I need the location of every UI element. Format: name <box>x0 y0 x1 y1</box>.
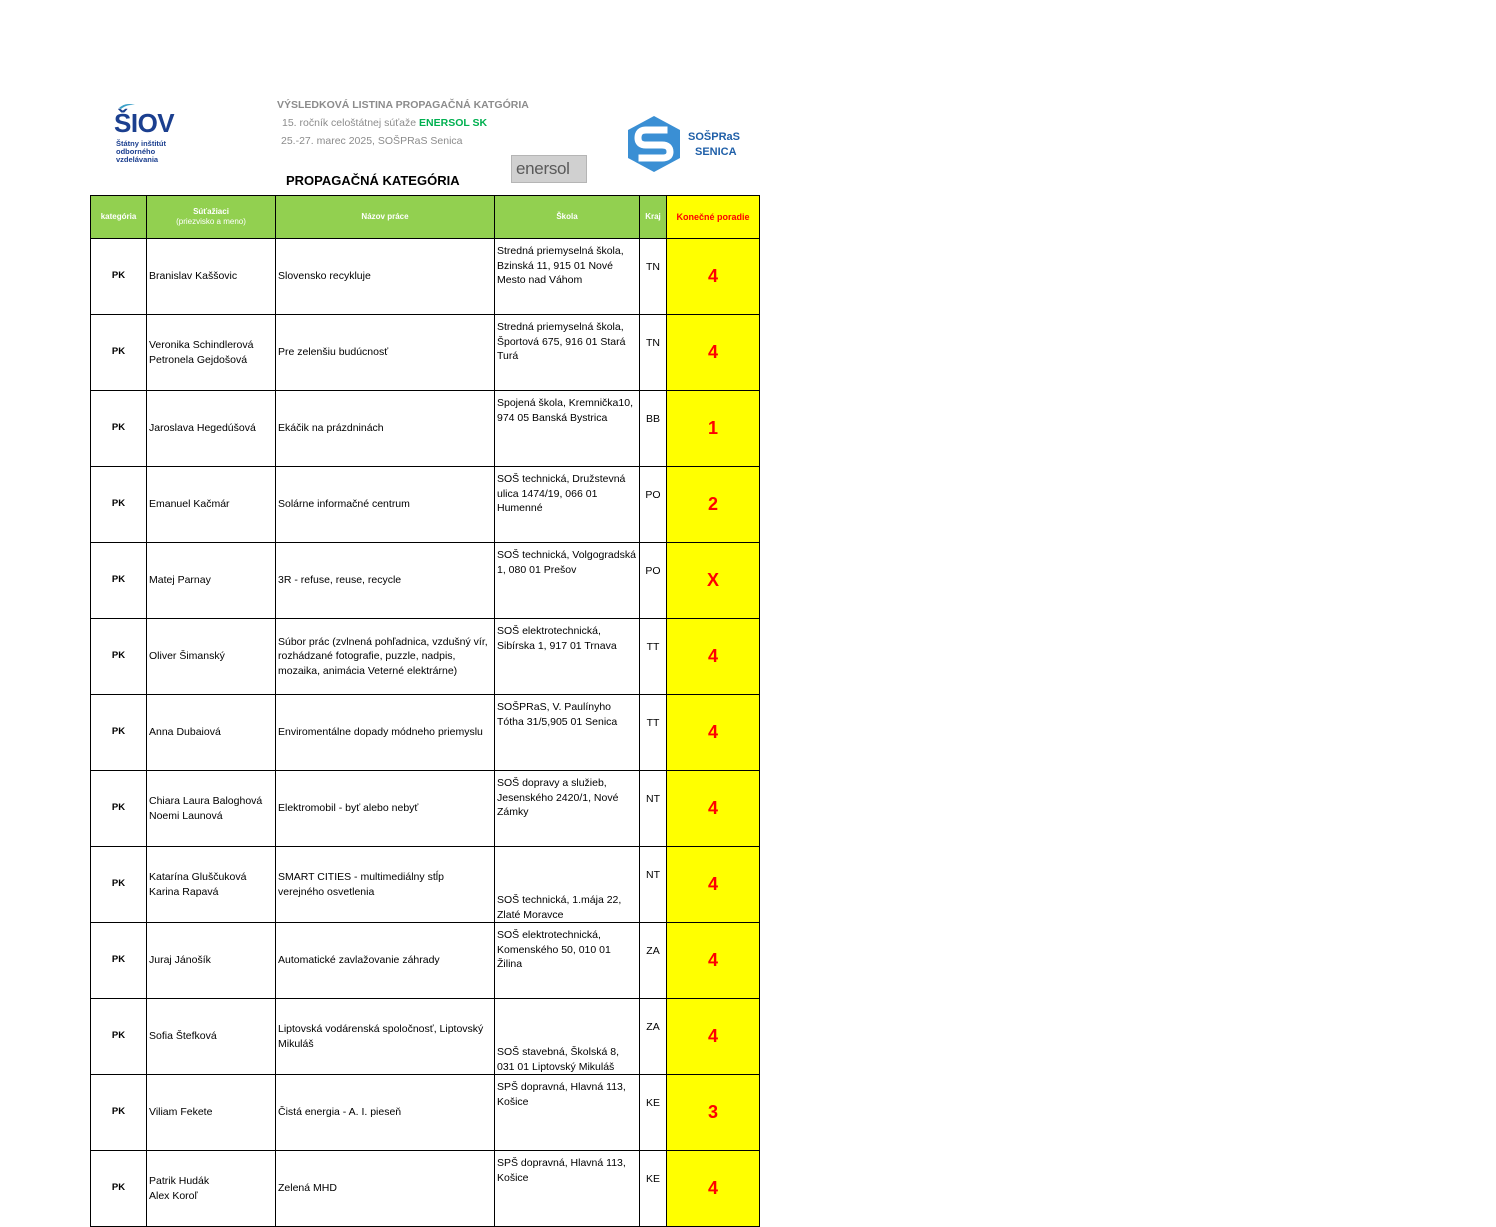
cell-category: PK <box>91 999 147 1075</box>
cell-rank: 4 <box>667 1151 760 1227</box>
cell-school: Stredná priemyselná škola, Športová 675, 916 01 Stará Turá <box>495 315 640 391</box>
col-header-category: kategória <box>91 196 147 239</box>
cell-school: SPŠ dopravná, Hlavná 113, Košice <box>495 1151 640 1227</box>
cell-rank: 4 <box>667 619 760 695</box>
cell-region: TT <box>640 619 667 695</box>
category-caption: PROPAGAČNÁ KATEGÓRIA <box>286 173 460 188</box>
table-row <box>91 1075 760 1151</box>
cell-region: TN <box>640 239 667 315</box>
page-title: VÝSLEDKOVÁ LISTINA PROPAGAČNÁ KATGÓRIA <box>277 99 529 111</box>
cell-contestants: Katarína Gluščuková Karina Rapavá <box>147 847 276 923</box>
cell-rank: 4 <box>667 923 760 999</box>
cell-region: KE <box>640 1075 667 1151</box>
sospras-logo-line1: SOŠPRaS <box>688 131 740 143</box>
cell-contestants: Oliver Šimanský <box>147 619 276 695</box>
siov-logo-word: ŠIOV <box>114 108 175 138</box>
cell-region: TN <box>640 315 667 391</box>
enersol-logo <box>511 155 587 183</box>
cell-category: PK <box>91 1075 147 1151</box>
cell-contestants: Veronika Schindlerová Petronela Gejdošová <box>147 315 276 391</box>
cell-work-title: Elektromobil - byť alebo nebyť <box>276 771 495 847</box>
cell-rank: 4 <box>667 315 760 391</box>
cell-school: Stredná priemyselná škola, Bzinská 11, 915 01 Nové Mesto nad Váhom <box>495 239 640 315</box>
cell-category: PK <box>91 315 147 391</box>
col-header-rank: Konečné poradie <box>667 196 760 239</box>
cell-work-title: Solárne informačné centrum <box>276 467 495 543</box>
cell-category: PK <box>91 847 147 923</box>
cell-rank: 4 <box>667 239 760 315</box>
cell-rank: X <box>667 543 760 619</box>
cell-category: PK <box>91 923 147 999</box>
cell-rank: 4 <box>667 695 760 771</box>
cell-work-title: Pre zelenšiu budúcnosť <box>276 315 495 391</box>
cell-work-title: 3R - refuse, reuse, recycle <box>276 543 495 619</box>
cell-work-title: Liptovská vodárenská spoločnosť, Liptovský Mikuláš <box>276 999 495 1075</box>
cell-contestants: Branislav Kaššovic <box>147 239 276 315</box>
cell-work-title: SMART CITIES - multimediálny stĺp verejného osvetlenia <box>276 847 495 923</box>
cell-rank: 4 <box>667 771 760 847</box>
cell-category: PK <box>91 619 147 695</box>
table-row <box>91 391 760 467</box>
table-row <box>91 1151 760 1227</box>
cell-region: PO <box>640 543 667 619</box>
table-row <box>91 923 760 999</box>
cell-school: SOŠ technická, 1.mája 22, Zlaté Moravce <box>495 847 640 923</box>
cell-category: PK <box>91 771 147 847</box>
date-place: 25.-27. marec 2025, SOŠPRaS Senica <box>281 135 463 147</box>
cell-contestants: Juraj Jánošík <box>147 923 276 999</box>
cell-work-title: Zelená MHD <box>276 1151 495 1227</box>
col-header-contestants-label: Súťažiaci <box>193 207 229 216</box>
cell-contestants: Jaroslava Hegedúšová <box>147 391 276 467</box>
table-row <box>91 847 760 923</box>
cell-work-title: Slovensko recykluje <box>276 239 495 315</box>
cell-contestants: Viliam Fekete <box>147 1075 276 1151</box>
cell-rank: 4 <box>667 999 760 1075</box>
cell-school: SOŠ technická, Družstevná ulica 1474/19, 066 01 Humenné <box>495 467 640 543</box>
cell-work-title: Ekáčik na prázdninách <box>276 391 495 467</box>
cell-school: SOŠ dopravy a služieb, Jesenského 2420/1, Nové Zámky <box>495 771 640 847</box>
col-header-school: Škola <box>495 196 640 239</box>
cell-school: Spojená škola, Kremnička10, 974 05 Banská Bystrica <box>495 391 640 467</box>
table-row <box>91 619 760 695</box>
cell-work-title: Čistá energia - A. I. pieseň <box>276 1075 495 1151</box>
cell-school: SPŠ dopravná, Hlavná 113, Košice <box>495 1075 640 1151</box>
cell-contestants: Sofia Štefková <box>147 999 276 1075</box>
cell-rank: 1 <box>667 391 760 467</box>
cell-region: ZA <box>640 999 667 1075</box>
cell-contestants: Emanuel Kačmár <box>147 467 276 543</box>
cell-region: NT <box>640 847 667 923</box>
col-header-region: Kraj <box>640 196 667 239</box>
results-table <box>90 195 760 1227</box>
cell-school: SOŠ elektrotechnická, Sibírska 1, 917 01 Trnava <box>495 619 640 695</box>
cell-work-title: Enviromentálne dopady módneho priemyslu <box>276 695 495 771</box>
cell-region: BB <box>640 391 667 467</box>
competition-line <box>282 117 487 129</box>
enersol-logo-text: enersol <box>516 159 570 178</box>
table-row <box>91 315 760 391</box>
cell-region: PO <box>640 467 667 543</box>
cell-school: SOŠPRaS, V. Paulínyho Tótha 31/5,905 01 Senica <box>495 695 640 771</box>
col-header-work: Názov práce <box>276 196 495 239</box>
cell-region: ZA <box>640 923 667 999</box>
table-row <box>91 695 760 771</box>
cell-school: SOŠ technická, Volgogradská 1, 080 01 Prešov <box>495 543 640 619</box>
sospras-emblem-icon <box>624 114 684 174</box>
cell-category: PK <box>91 467 147 543</box>
table-header-row <box>91 196 760 239</box>
competition-name: ENERSOL SK <box>419 117 488 129</box>
cell-contestants: Chiara Laura Baloghová Noemi Launová <box>147 771 276 847</box>
table-row <box>91 999 760 1075</box>
col-header-contestants-sub: (priezvisko a meno) <box>176 217 246 226</box>
col-header-contestants <box>147 196 276 239</box>
sospras-logo <box>624 114 754 174</box>
siov-logo-subtitle: Štátny inštitút odborného vzdelávania <box>116 139 166 164</box>
table-row <box>91 467 760 543</box>
table-row <box>91 771 760 847</box>
cell-category: PK <box>91 391 147 467</box>
cell-work-title: Automatické zavlažovanie záhrady <box>276 923 495 999</box>
competition-text: 15. ročník celoštátnej súťaže <box>282 117 417 129</box>
table-row <box>91 239 760 315</box>
cell-category: PK <box>91 695 147 771</box>
siov-logo <box>114 102 194 166</box>
cell-rank: 3 <box>667 1075 760 1151</box>
cell-work-title: Súbor prác (zvlnená pohľadnica, vzdušný vír, rozhádzané fotografie, puzzle, nadpis, mozaika, animácia Veterné elektrárne) <box>276 619 495 695</box>
cell-category: PK <box>91 239 147 315</box>
cell-school: SOŠ elektrotechnická, Komenského 50, 010 01 Žilina <box>495 923 640 999</box>
cell-region: NT <box>640 771 667 847</box>
cell-contestants: Anna Dubaiová <box>147 695 276 771</box>
table-row <box>91 543 760 619</box>
cell-rank: 2 <box>667 467 760 543</box>
cell-school: SOŠ stavebná, Školská 8, 031 01 Liptovský Mikuláš <box>495 999 640 1075</box>
cell-region: TT <box>640 695 667 771</box>
cell-contestants: Patrik Hudák Alex Koroľ <box>147 1151 276 1227</box>
sospras-logo-line2: SENICA <box>695 146 737 158</box>
cell-contestants: Matej Parnay <box>147 543 276 619</box>
cell-region: KE <box>640 1151 667 1227</box>
cell-category: PK <box>91 1151 147 1227</box>
cell-category: PK <box>91 543 147 619</box>
cell-rank: 4 <box>667 847 760 923</box>
